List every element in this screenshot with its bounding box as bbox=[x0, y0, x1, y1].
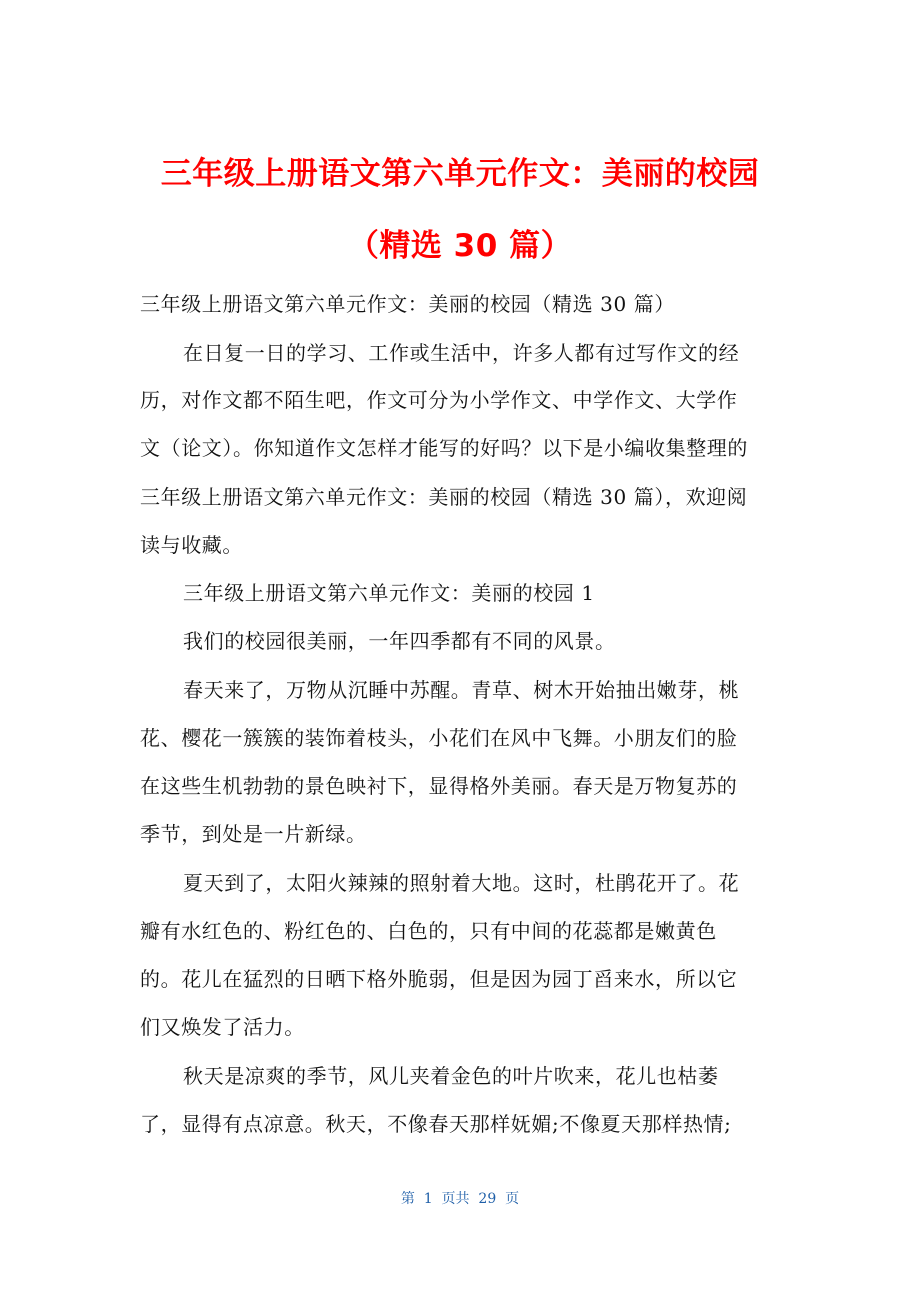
text-line: 我们的校园很美丽，一年四季都有不同的风景。 bbox=[183, 629, 616, 653]
document-title: 三年级上册语文第六单元作文：美丽的校园 bbox=[160, 156, 760, 192]
text-line: 的。花儿在猛烈的日晒下格外脆弱，但是因为园丁舀来水，所以它 bbox=[140, 967, 738, 991]
text-line: 花、樱花一簇簇的装饰着枝头，小花们在风中飞舞。小朋友们的脸 bbox=[140, 726, 738, 750]
text-line: 春天来了，万物从沉睡中苏醒。青草、树木开始抽出嫩芽，桃 bbox=[183, 678, 740, 702]
text-line: 季节，到处是一片新绿。 bbox=[140, 822, 367, 846]
text-line: 了，显得有点凉意。秋天，不像春天那样妩媚;不像夏天那样热情; bbox=[140, 1112, 732, 1136]
text-line: 夏天到了，太阳火辣辣的照射着大地。这时，杜鹃花开了。花 bbox=[183, 871, 740, 895]
text-line: 历，对作文都不陌生吧，作文可分为小学作文、中学作文、大学作 bbox=[140, 388, 738, 412]
text-line: 读与收藏。 bbox=[140, 533, 243, 557]
text-line: 文（论文）。你知道作文怎样才能写的好吗？以下是小编收集整理的 bbox=[140, 436, 748, 460]
document-subtitle: （精选 30 篇） bbox=[347, 228, 573, 264]
text-line: 瓣有水红色的、粉红色的、白色的，只有中间的花蕊都是嫩黄色 bbox=[140, 919, 717, 943]
text-line: 们又焕发了活力。 bbox=[140, 1015, 305, 1039]
page-footer: 第 1 页共 29 页 bbox=[400, 1191, 520, 1207]
text-line: 在这些生机勃勃的景色映衬下，显得格外美丽。春天是万物复苏的 bbox=[140, 774, 738, 798]
text-line: 三年级上册语文第六单元作文：美丽的校园（精选 30 篇） bbox=[140, 292, 675, 316]
section-heading: 三年级上册语文第六单元作文：美丽的校园 1 bbox=[183, 581, 595, 605]
text-line: 三年级上册语文第六单元作文：美丽的校园（精选 30 篇），欢迎阅 bbox=[140, 485, 748, 509]
text-line: 秋天是凉爽的季节，风儿夹着金色的叶片吹来，花儿也枯萎 bbox=[183, 1064, 719, 1088]
text-line: 在日复一日的学习、工作或生活中，许多人都有过写作文的经 bbox=[183, 341, 740, 365]
